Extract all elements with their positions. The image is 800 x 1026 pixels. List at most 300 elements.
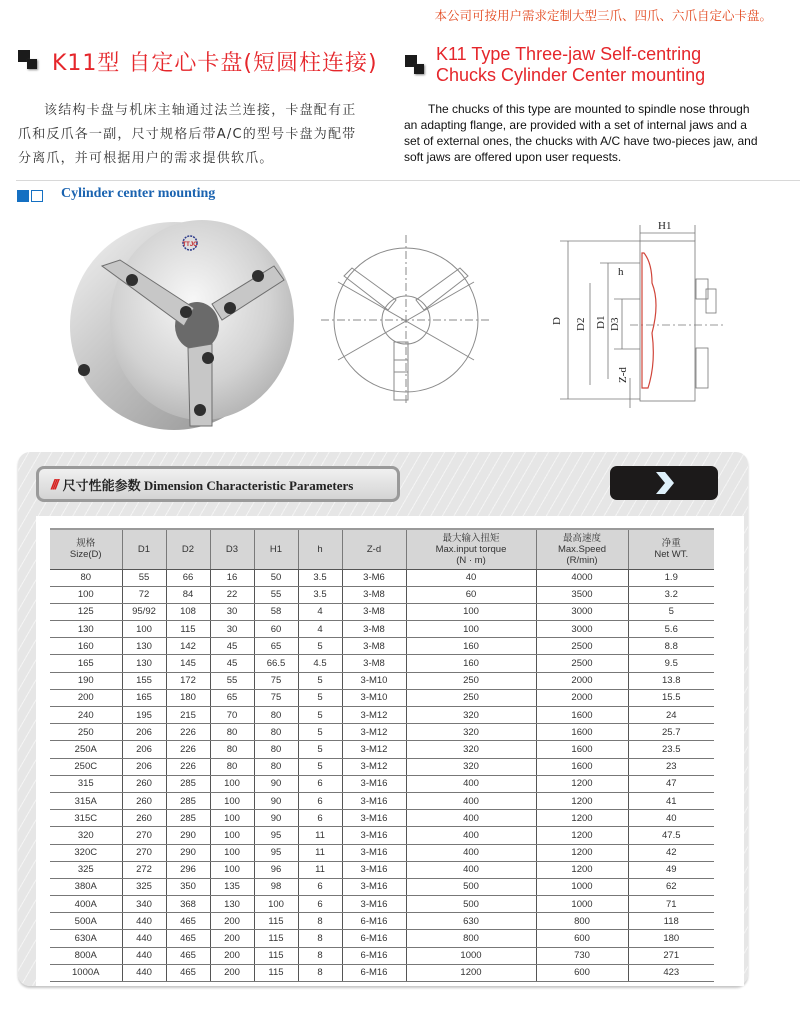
table-cell: 800A	[50, 947, 122, 964]
table-cell: 4	[298, 621, 342, 638]
table-cell: 315A	[50, 792, 122, 809]
table-cell: 3-M16	[342, 775, 406, 792]
table-cell: 66.5	[254, 655, 298, 672]
table-cell: 100	[210, 827, 254, 844]
table-cell: 250	[406, 672, 536, 689]
table-cell: 368	[166, 896, 210, 913]
table-cell: 11	[298, 827, 342, 844]
next-button[interactable]	[610, 466, 718, 500]
table-cell: 1200	[536, 775, 628, 792]
table-cell: 160	[406, 655, 536, 672]
column-header	[406, 529, 536, 569]
table-cell: 3-M8	[342, 655, 406, 672]
table-row	[50, 569, 714, 586]
table-cell: 60	[254, 621, 298, 638]
title-en-line1: K11 Type Three-jaw Self-centring	[436, 44, 702, 64]
table-cell: 155	[122, 672, 166, 689]
table-cell: 440	[122, 913, 166, 930]
table-cell: 80	[254, 741, 298, 758]
table-cell: 100	[210, 844, 254, 861]
table-cell: 320	[406, 724, 536, 741]
table-cell: 1000	[536, 878, 628, 895]
column-header-line: Z-d	[366, 543, 382, 555]
table-cell: 80	[254, 758, 298, 775]
dimension-table	[50, 528, 714, 982]
table-cell: 3-M12	[342, 724, 406, 741]
label-d: D	[551, 317, 563, 325]
table-row	[50, 758, 714, 775]
table-cell: 3.5	[298, 586, 342, 603]
table-cell: 8.8	[628, 638, 714, 655]
table-cell: 80	[254, 724, 298, 741]
table-row	[50, 603, 714, 620]
table-cell: 180	[166, 689, 210, 706]
table-cell: 240	[50, 707, 122, 724]
table-cell: 80	[210, 758, 254, 775]
table-cell: 400	[406, 792, 536, 809]
table-body	[50, 569, 714, 982]
table-cell: 260	[122, 775, 166, 792]
table-cell: 100	[122, 621, 166, 638]
table-cell: 272	[122, 861, 166, 878]
table-cell: 500A	[50, 913, 122, 930]
table-cell: 62	[628, 878, 714, 895]
table-cell: 200	[210, 913, 254, 930]
table-area	[36, 516, 744, 986]
table-cell: 100	[406, 603, 536, 620]
table-cell: 440	[122, 930, 166, 947]
table-row	[50, 844, 714, 861]
table-cell: 260	[122, 810, 166, 827]
table-cell: 72	[122, 586, 166, 603]
table-row	[50, 775, 714, 792]
table-cell: 206	[122, 724, 166, 741]
table-cell: 6-M16	[342, 930, 406, 947]
table-row	[50, 724, 714, 741]
table-row	[50, 638, 714, 655]
table-row	[50, 621, 714, 638]
table-cell: 730	[536, 947, 628, 964]
table-cell: 165	[50, 655, 122, 672]
table-cell: 5	[298, 741, 342, 758]
table-cell: 2000	[536, 689, 628, 706]
table-cell: 1600	[536, 758, 628, 775]
table-cell: 1600	[536, 724, 628, 741]
column-header-line: (N · m)	[456, 554, 486, 566]
table-cell: 200	[50, 689, 122, 706]
table-cell: 6-M16	[342, 913, 406, 930]
table-cell: 3-M10	[342, 689, 406, 706]
table-cell: 22	[210, 586, 254, 603]
table-cell: 100	[50, 586, 122, 603]
table-header-row	[50, 529, 714, 569]
table-cell: 400	[406, 861, 536, 878]
table-row	[50, 586, 714, 603]
table-cell: 3500	[536, 586, 628, 603]
table-cell: 75	[254, 689, 298, 706]
table-cell: 100	[406, 621, 536, 638]
table-cell: 1200	[536, 792, 628, 809]
table-cell: 1.9	[628, 569, 714, 586]
table-row	[50, 707, 714, 724]
table-cell: 320	[406, 707, 536, 724]
table-cell: 600	[536, 930, 628, 947]
column-header	[254, 529, 298, 569]
table-cell: 1200	[536, 844, 628, 861]
table-cell: 80	[254, 707, 298, 724]
table-cell: 340	[122, 896, 166, 913]
table-cell: 800	[406, 930, 536, 947]
table-cell: 5	[298, 707, 342, 724]
table-cell: 5	[298, 758, 342, 775]
table-cell: 55	[210, 672, 254, 689]
table-cell: 90	[254, 792, 298, 809]
column-header	[122, 529, 166, 569]
column-header	[166, 529, 210, 569]
label-h1: H1	[658, 220, 672, 232]
table-cell: 3.5	[298, 569, 342, 586]
table-cell: 95	[254, 827, 298, 844]
table-cell: 226	[166, 724, 210, 741]
column-header-line: D1	[137, 543, 151, 555]
table-cell: 1000A	[50, 964, 122, 981]
table-cell: 80	[50, 569, 122, 586]
table-cell: 3-M8	[342, 603, 406, 620]
table-cell: 130	[122, 638, 166, 655]
table-cell: 8	[298, 930, 342, 947]
table-cell: 95/92	[122, 603, 166, 620]
table-cell: 5.6	[628, 621, 714, 638]
table-cell: 4.5	[298, 655, 342, 672]
table-cell: 47	[628, 775, 714, 792]
table-cell: 3-M16	[342, 792, 406, 809]
table-cell: 55	[254, 586, 298, 603]
table-cell: 800	[536, 913, 628, 930]
column-header-line: h	[317, 543, 323, 555]
table-cell: 400	[406, 844, 536, 861]
table-cell: 90	[254, 810, 298, 827]
page-title-cn: K11型 自定心卡盘(短圆柱连接)	[52, 51, 378, 76]
table-cell: 15.5	[628, 689, 714, 706]
parameters-panel	[18, 452, 748, 986]
table-cell: 2500	[536, 655, 628, 672]
table-cell: 6	[298, 775, 342, 792]
table-cell: 320C	[50, 844, 122, 861]
table-cell: 3-M12	[342, 758, 406, 775]
table-row	[50, 930, 714, 947]
section-bullet-icon	[405, 55, 427, 77]
table-cell: 50	[254, 569, 298, 586]
column-header-line: H1	[269, 543, 283, 555]
table-cell: 165	[122, 689, 166, 706]
table-cell: 100	[210, 792, 254, 809]
table-cell: 440	[122, 964, 166, 981]
table-cell: 125	[50, 603, 122, 620]
table-cell: 1200	[536, 861, 628, 878]
column-header-line: (R/min)	[566, 554, 598, 566]
table-cell: 130	[210, 896, 254, 913]
table-cell: 145	[166, 655, 210, 672]
table-cell: 3-M8	[342, 621, 406, 638]
table-cell: 500	[406, 896, 536, 913]
table-cell: 400A	[50, 896, 122, 913]
table-cell: 5	[298, 689, 342, 706]
table-cell: 95	[254, 844, 298, 861]
table-cell: 600	[536, 964, 628, 981]
column-header-line: Max.Speed	[557, 543, 607, 555]
table-cell: 66	[166, 569, 210, 586]
table-cell: 380A	[50, 878, 122, 895]
description-cn: 该结构卡盘与机床主轴通过法兰连接，卡盘配有正爪和反爪各一副，尺寸规格后带A/C的型号卡盘为配带分离爪，并可根据用户的需求提供软爪。	[18, 103, 357, 166]
table-cell: 465	[166, 947, 210, 964]
table-cell: 23	[628, 758, 714, 775]
table-cell: 400	[406, 810, 536, 827]
table-cell: 3000	[536, 621, 628, 638]
table-cell: 315C	[50, 810, 122, 827]
table-cell: 58	[254, 603, 298, 620]
table-cell: 250A	[50, 741, 122, 758]
table-cell: 45	[210, 638, 254, 655]
table-cell: 1000	[536, 896, 628, 913]
table-cell: 180	[628, 930, 714, 947]
table-cell: 25.7	[628, 724, 714, 741]
slashes-icon: ///	[51, 476, 57, 492]
table-cell: 200	[210, 947, 254, 964]
table-row	[50, 896, 714, 913]
table-cell: 200	[210, 930, 254, 947]
table-cell: 315	[50, 775, 122, 792]
table-cell: 320	[406, 758, 536, 775]
table-cell: 350	[166, 878, 210, 895]
table-cell: 3-M10	[342, 672, 406, 689]
table-cell: 285	[166, 775, 210, 792]
table-cell: 11	[298, 861, 342, 878]
table-cell: 65	[254, 638, 298, 655]
table-cell: 195	[122, 707, 166, 724]
table-cell: 3000	[536, 603, 628, 620]
parameters-header	[36, 466, 400, 502]
table-cell: 250	[406, 689, 536, 706]
table-row	[50, 861, 714, 878]
table-cell: 100	[210, 775, 254, 792]
table-cell: 3-M8	[342, 638, 406, 655]
table-cell: 65	[210, 689, 254, 706]
table-cell: 98	[254, 878, 298, 895]
chevron-right-icon	[653, 471, 675, 495]
table-cell: 6	[298, 810, 342, 827]
section-divider	[16, 180, 800, 181]
table-row	[50, 827, 714, 844]
table-cell: 250C	[50, 758, 122, 775]
table-cell: 130	[122, 655, 166, 672]
table-cell: 400	[406, 827, 536, 844]
table-cell: 135	[210, 878, 254, 895]
table-row	[50, 878, 714, 895]
table-cell: 270	[122, 844, 166, 861]
table-row	[50, 810, 714, 827]
column-header-line: 最大输入扭矩	[442, 532, 500, 544]
table-cell: 108	[166, 603, 210, 620]
table-cell: 60	[406, 586, 536, 603]
table-cell: 6	[298, 792, 342, 809]
label-d1: D1	[595, 315, 607, 329]
table-cell: 23.5	[628, 741, 714, 758]
table-cell: 24	[628, 707, 714, 724]
table-cell: 296	[166, 861, 210, 878]
table-cell: 100	[254, 896, 298, 913]
table-cell: 8	[298, 964, 342, 981]
label-zd: Z-d	[617, 367, 629, 383]
table-cell: 6-M16	[342, 964, 406, 981]
chuck-logo: TTJC	[182, 242, 198, 248]
title-en-line2: Chucks Cylinder Center mounting	[436, 65, 706, 85]
table-cell: 440	[122, 947, 166, 964]
table-cell: 190	[50, 672, 122, 689]
table-cell: 325	[50, 861, 122, 878]
table-cell: 2500	[536, 638, 628, 655]
table-cell: 160	[406, 638, 536, 655]
table-cell: 215	[166, 707, 210, 724]
table-row	[50, 913, 714, 930]
column-header-line: Size(D)	[69, 549, 102, 561]
table-cell: 160	[50, 638, 122, 655]
table-cell: 115	[254, 913, 298, 930]
table-cell: 206	[122, 741, 166, 758]
table-cell: 172	[166, 672, 210, 689]
column-header	[628, 529, 714, 569]
table-cell: 465	[166, 930, 210, 947]
column-header	[50, 529, 122, 569]
table-cell: 41	[628, 792, 714, 809]
table-cell: 1600	[536, 707, 628, 724]
column-header-line: D2	[181, 543, 195, 555]
chuck-photo	[62, 208, 320, 434]
table-cell: 40	[406, 569, 536, 586]
table-cell: 71	[628, 896, 714, 913]
table-cell: 260	[122, 792, 166, 809]
table-cell: 3.2	[628, 586, 714, 603]
table-cell: 84	[166, 586, 210, 603]
table-cell: 250	[50, 724, 122, 741]
table-cell: 70	[210, 707, 254, 724]
table-cell: 96	[254, 861, 298, 878]
table-cell: 8	[298, 947, 342, 964]
table-cell: 45	[210, 655, 254, 672]
table-cell: 320	[50, 827, 122, 844]
table-cell: 226	[166, 741, 210, 758]
table-row	[50, 655, 714, 672]
label-d2: D2	[575, 317, 587, 331]
table-cell: 3-M16	[342, 896, 406, 913]
table-cell: 3-M16	[342, 827, 406, 844]
page-title-en	[436, 44, 705, 86]
table-cell: 3-M16	[342, 844, 406, 861]
table-cell: 11	[298, 844, 342, 861]
description-en: The chucks of this type are mounted to spindle nose through an adapting flange, are provided with a set of internal jaws and a set of external ones, the chucks with A/C have two-pieces jaw, and soft jaws are offered upon user requests.	[404, 102, 758, 164]
table-cell: 47.5	[628, 827, 714, 844]
column-header-line: D3	[225, 543, 239, 555]
label-h: h	[618, 266, 624, 278]
table-cell: 1200	[536, 827, 628, 844]
table-cell: 115	[254, 947, 298, 964]
table-cell: 630A	[50, 930, 122, 947]
table-cell: 6	[298, 896, 342, 913]
column-header-line: Max.input torque	[435, 543, 507, 555]
table-cell: 115	[254, 964, 298, 981]
table-cell: 400	[406, 775, 536, 792]
column-header	[536, 529, 628, 569]
table-cell: 75	[254, 672, 298, 689]
table-cell: 465	[166, 913, 210, 930]
column-header	[298, 529, 342, 569]
table-cell: 42	[628, 844, 714, 861]
table-cell: 130	[50, 621, 122, 638]
table-row	[50, 689, 714, 706]
table-cell: 1200	[406, 964, 536, 981]
table-cell: 5	[628, 603, 714, 620]
table-cell: 4	[298, 603, 342, 620]
table-cell: 226	[166, 758, 210, 775]
table-row	[50, 672, 714, 689]
table-cell: 115	[166, 621, 210, 638]
table-cell: 9.5	[628, 655, 714, 672]
table-cell: 325	[122, 878, 166, 895]
table-cell: 500	[406, 878, 536, 895]
table-cell: 465	[166, 964, 210, 981]
table-cell: 3-M16	[342, 810, 406, 827]
table-cell: 6-M16	[342, 947, 406, 964]
section-bullet-icon	[18, 50, 40, 72]
table-cell: 290	[166, 827, 210, 844]
table-row	[50, 947, 714, 964]
table-cell: 290	[166, 844, 210, 861]
table-cell: 1600	[536, 741, 628, 758]
table-cell: 40	[628, 810, 714, 827]
table-cell: 285	[166, 810, 210, 827]
table-cell: 13.8	[628, 672, 714, 689]
table-cell: 118	[628, 913, 714, 930]
table-cell: 5	[298, 672, 342, 689]
column-header-line: 最高速度	[562, 532, 601, 544]
column-header-line: Net WT.	[654, 549, 689, 561]
table-cell: 2000	[536, 672, 628, 689]
table-row	[50, 741, 714, 758]
table-cell: 30	[210, 603, 254, 620]
custom-order-note: 本公司可按用户需求定制大型三爪、四爪、六爪自定心卡盘。	[434, 9, 772, 23]
table-cell: 3-M16	[342, 878, 406, 895]
table-cell: 320	[406, 741, 536, 758]
table-cell: 115	[254, 930, 298, 947]
table-cell: 100	[210, 810, 254, 827]
table-cell: 630	[406, 913, 536, 930]
table-cell: 8	[298, 913, 342, 930]
table-cell: 200	[210, 964, 254, 981]
subsection-bullet-icon	[17, 190, 45, 202]
parameters-title: 尺寸性能参数 Dimension Characteristic Parameters	[62, 477, 354, 493]
column-header-line: 规格	[76, 538, 96, 550]
table-cell: 3-M6	[342, 569, 406, 586]
table-cell: 5	[298, 638, 342, 655]
table-cell: 3-M12	[342, 707, 406, 724]
table-cell: 3-M8	[342, 586, 406, 603]
table-cell: 100	[210, 861, 254, 878]
table-cell: 3-M12	[342, 741, 406, 758]
column-header-line: 净重	[661, 538, 681, 550]
label-d3: D3	[609, 317, 621, 331]
table-row	[50, 792, 714, 809]
table-cell: 142	[166, 638, 210, 655]
table-cell: 206	[122, 758, 166, 775]
